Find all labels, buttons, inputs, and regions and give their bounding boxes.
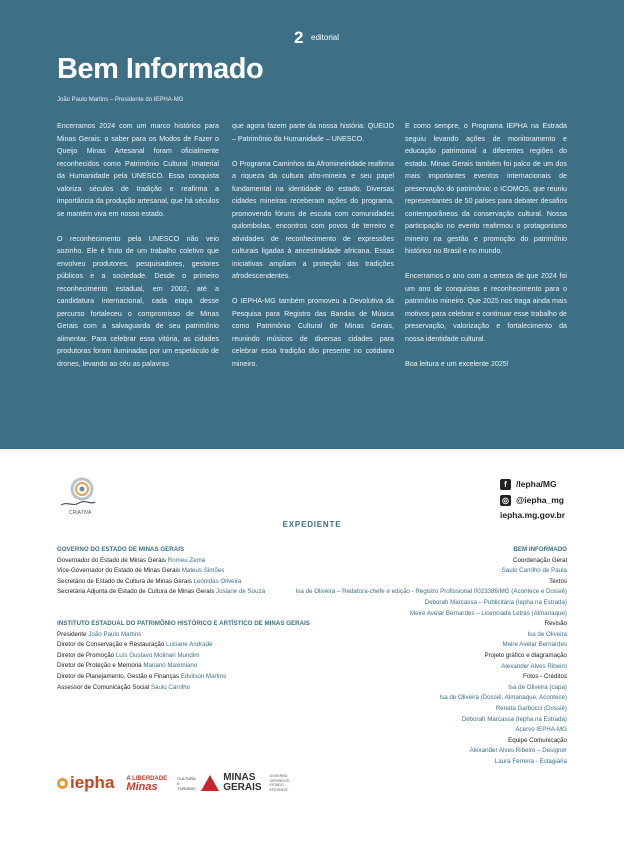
liberdade-logo: A LIBERDADE Minas [126,776,168,793]
instagram-handle: @iepha_mg [516,495,564,505]
facebook-link[interactable] [500,476,565,492]
credit-line: Equipe Comunicação [508,736,567,744]
credit-name: Mariano Maximiano [143,662,198,670]
credit-line: Deborah Marcassa – Publicitária (Iepha na Estrada) [424,598,567,606]
credit-line: Saulo Carrilho de Paula [501,567,567,575]
credit-role: Diretor de Proteção e Memória [57,662,144,670]
credit-line: Alexander Alves Ribeiro – Designer [469,747,567,755]
credit-line: Isa de Oliveira [527,630,567,638]
iepha-logo: iepha [57,773,114,793]
logo-caption: CRIATIVA [69,510,92,516]
credit-line: Renata Garbocci (Dossiê) [495,704,567,712]
credit-role: Governador do Estado de Minas Gerais [57,556,168,564]
gov-header: GOVERNO DO ESTADO DE MINAS GERAIS [57,546,185,553]
credit-line: Textos [549,577,567,585]
footer-logos [57,770,300,796]
credit-name: Saulo Carrilho [150,683,191,691]
article-column-3 [405,120,567,383]
credit-role: Diretor de Planejamento, Gestão e Finanças [57,672,181,680]
facebook-handle: /Iepha/MG [516,479,557,489]
credit-line: Coordenação Geral [512,556,567,564]
credit-line: Projeto gráfico e diagramação [484,651,567,659]
credit-name: Romeu Zema [167,556,206,564]
credit-name: Luís Gustavo Molinari Mundim [115,651,200,659]
paragraph: Encerramos o ano com a certeza de que 2024 foi um ano de conquistas e reconhecimento para o patrimônio mineiro. Que 2025 nos traga ainda mais motivos para celebrar e continuar esse trabalho de preservação, valorização e fortalecimento da nossa identidade cultural. [405,272,567,343]
credit-role: Diretor de Promoção [57,651,116,659]
credit-line: Deborah Marcassa (Iepha na Estrada) [461,715,567,723]
credit-role: Secretária Adjunta de Estado de Cultura de Minas Gerais [57,588,216,596]
article-column-2 [232,120,394,383]
iepha-mark-icon [57,778,68,789]
credit-line: Acervo IEPHA-MG [515,726,567,734]
expediente-right [267,545,567,767]
page-number: 2 [294,28,304,47]
credit-line: Fotos - Créditos [522,673,567,681]
byline: João Paulo Martins – Presidente do IEPHA-MG [57,97,184,103]
minas-criativa-logo [55,475,101,519]
paragraph: que agora fazem parte da nossa história: QUEIJO – Patrimônio da Humanidade – UNESCO. [232,122,394,143]
gov-slogan: GOVERNO DIFERENTE. ESTADO EFICIENTE. [269,774,291,792]
credit-line: Revisão [544,620,567,628]
credit-line: Isa de Oliveira – Redatora-chefe e edição - Registro Profissional 0023386/MG (Acontece e Dossiê) [295,588,567,596]
credit-line: Meire Avelar Bernardes [502,641,567,649]
paragraph: O reconhecimento pela UNESCO não veio sozinho. Ele é fruto de um trabalho coletivo que envolveu produtores, pesquisadores, gestores públicos e a sociedade. Desde o primeiro reconhecimento estadual, em 2002, até a candidatura internacional, cada etapa desse percurso fortaleceu o compromisso de Minas Gerais com a salvaguarda de seu patrimônio alimentar. Para celebrar essa vitória, as cidades produtoras foram iluminadas por um espetáculo de drones, levando ao céu as palavras [57,234,219,368]
credit-name: João Paulo Martins [88,630,142,638]
credit-name: Edvilson Martins [180,672,227,680]
instagram-icon: ◎ [500,495,511,506]
paragraph: E como sempre, o Programa IEPHA na Estrada seguiu levando ações de monitoramento e educação patrimonial a diferentes regiões do estado. Minas Gerais também foi palco de um dos mais importantes eventos internacionais de preservação do patrimônio: o ICOMOS, que reuniu representantes de 50 países para debater desafios contemporâneos da conservação cultural. Nossa participação no evento reafirmou o protagonismo mineiro na gestão e promoção do patrimônio histórico no Brasil e no mundo. [405,122,567,255]
triangle-icon [201,775,219,791]
website-link[interactable]: iepha.mg.gov.br [500,510,566,520]
inst-header: INSTITUTO ESTADUAL DO PATRIMÔNIO HISTÓRICO E ARTÍSTICO DE MINAS GERAIS [57,619,310,627]
article-column-1 [57,120,219,383]
facebook-icon: f [500,479,511,490]
social-links [500,476,565,520]
minas-gerais-logo: MINAS GERAIS [201,773,261,793]
credit-role: Diretor de Conservação e Restauração [57,641,167,649]
secult-logo: CULTURA E TURISMO [177,775,196,791]
paragraph: Boa leitura e um excelente 2025! [405,359,509,368]
paragraph: O IEPHA-MG também promoveu a Devolutiva da Pesquisa para Registro das Bandas de Música como Patrimônio Cultural de Minas Gerais, reunindo músicos de diversas cidades para celebrar essa tradição tão presente no cotidiano mineiro. [232,297,394,368]
instagram-link[interactable] [500,492,565,508]
credit-line: Isa de Oliveira (capa) [508,683,567,691]
credit-line: Meire Avelar Bernardes – Licenciada Letras (Almanaque) [409,609,567,617]
paragraph: Encerramos 2024 com um marco histórico para Minas Gerais: o saber para os Modos de Fazer o Queijo Minas Artesanal foram oficialmente reconhecidos como Patrimônio Cultural Imaterial da Humanidade pela UNESCO. Essa conquista valoriza séculos de tradição e reafirma a importância da produção artesanal, que há séculos se mantém viva em nosso estado. [57,122,219,218]
credit-role: Secretário de Estado de Cultura de Minas Gerais [57,577,194,585]
credit-name: Josiane de Souza [215,588,266,596]
paragraph: O Programa Caminhos da Afromineiridade reafirma a riqueza da cultura afro-mineira e seu papel fundamental na identidade do estado. Diversas cidades mineiras receberam ações do programa, promovendo fóruns de escuta com comunidades quilombolas, encontros com povos de terreiro e atividades de reconhecimento de expressões culturais ligadas à ancestralidade africana. Essas iniciativas ampliam a proteção das tradições afrodescendentes. [232,159,394,280]
credit-role: Vice-Governador do Estado de Minas Gerais [57,567,182,575]
credits-header: BEM INFORMADO [513,546,567,553]
credit-name: Leônidas Oliveira [193,577,242,585]
section-label: editorial [311,33,340,42]
credit-line: Alexander Alves Ribeiro [501,662,567,670]
expediente-title: EXPEDIENTE [282,520,342,529]
credit-name: Luciane Andrade [166,641,213,649]
credit-role: Assessor de Comunicação Social [57,683,151,691]
credit-line: Isa de Oliveira (Dossiê, Almanaque, Acontece) [439,694,567,702]
credit-name: Mateus Simões [181,567,225,575]
credit-line: Laura Ferreira - Estagiária [494,757,567,765]
credit-role: Presidente [57,630,89,638]
page-title: Bem Informado [57,53,264,85]
